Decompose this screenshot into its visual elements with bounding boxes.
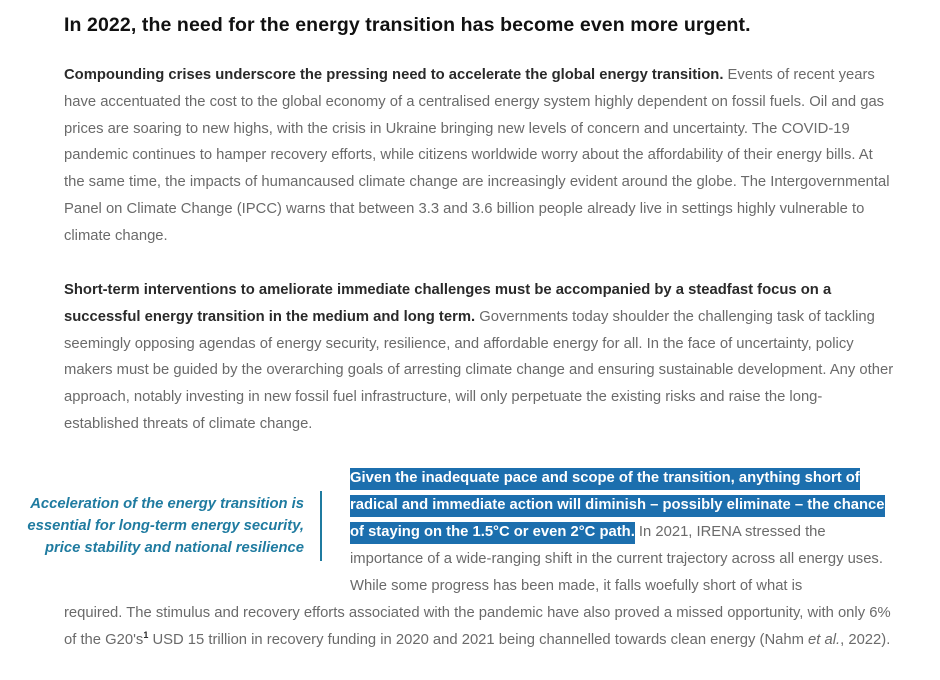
paragraph-body: Events of recent years have accentuated the cost to the global economy of a centralised energy system highly dependent on fossil fuels. Oil and gas prices are soaring to new highs, with the crisis in Ukraine bringing new levels of concern and uncertainty. The COVID-19 pandemic continues to hamper recovery efforts, while citizens worldwide worry about the affordability of their energy bills. At the same time, the impacts of humancaused climate change are increasingly evident around the globe. The Intergovernmental Panel on Climate Change (IPCC) warns that between 3.3 and 3.6 billion people already live in settings highly vulnerable to climate change. [64,67,890,244]
pull-quote-line: essential for long-term energy security, [27,518,304,534]
section-heading: In 2022, the need for the energy transition has become even more urgent. [64,14,751,36]
paragraph-body[interactable]: In 2021, IRENA stressed the importance of a wide-ranging shift in the current trajectory across all energy uses. While some progress has been made, it falls woefully short of what is [350,524,883,594]
paragraph-body: Governments today shoulder the challenging task of tackling seemingly opposing agendas of energy security, resilience, and affordable energy for all. In the face of uncertainty, policy makers must be guided by the overarching goals of arresting climate change and ensuring sustainable development. Any other approach, notably investing in new fossil fuel infrastructure, will only perpetuate the existing risks and raise the long-established threats of climate change. [64,308,894,432]
paragraph-body[interactable]: required. The stimulus and recovery efforts associated with the pandemic have also proved a missed opportunity, with only 6% of the G20's [64,605,891,648]
footnote-marker[interactable]: 1 [143,629,149,640]
paragraph-transition-pace-continued[interactable] [64,600,896,653]
pull-quote-line: Acceleration of the energy transition is [30,496,304,512]
pull-quote-line: price stability and national resilience [44,540,304,556]
pull-quote-divider [320,491,322,561]
paragraph-compounding-crises [64,62,896,250]
paragraph-lead: Compounding crises underscore the pressing need to accelerate the global energy transition. [64,67,724,83]
citation-year: , 2022). [840,631,891,648]
paragraph-short-term-interventions [64,277,896,438]
selected-text[interactable]: Given the inadequate pace and scope of the transition, anything short of radical and immediate action will diminish – possibly eliminate – the chance of staying on the 1.5°C or even 2°C path. [350,468,885,544]
citation-et-al: et al. [808,631,841,648]
paragraph-lead: Short-term interventions to ameliorate immediate challenges must be accompanied by a steadfast focus on a successful energy transition in the medium and long term. [64,282,832,325]
paragraph-transition-pace[interactable] [350,465,898,600]
paragraph-body[interactable]: USD 15 trillion in recovery funding in 2020 and 2021 being channelled towards clean energy (Nahm [148,631,809,648]
pull-quote [0,493,304,559]
